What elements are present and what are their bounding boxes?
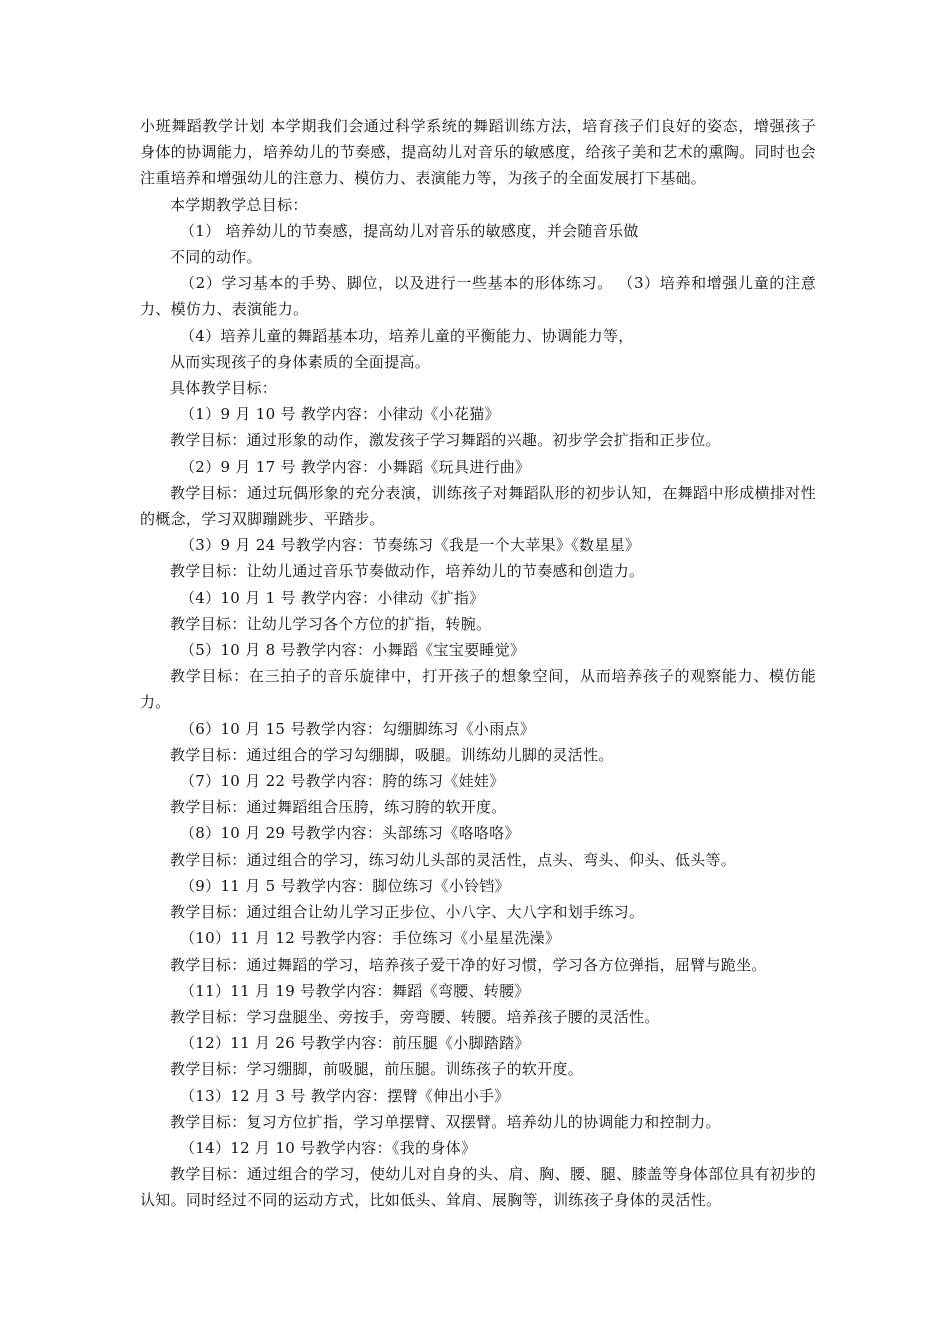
lesson-goal: 教学目标：让幼儿通过音乐节奏做动作，培养幼儿的节奏感和创造力。 (170, 562, 645, 581)
lesson-goal: 教学目标：通过舞蹈的学习，培养孩子爱干净的好习惯，学习各方位弹指，屈臂与跪坐。 (170, 955, 767, 974)
lesson-content: （14）12 月 10 号教学内容：《我的身体》 (180, 1138, 477, 1157)
lesson-content: （11）11 月 19 号教学内容：舞蹈《弯腰、转腰》 (180, 981, 530, 1000)
overall-goal-4-line-a: （4）培养儿童的舞蹈基本功，培养儿童的平衡能力、协调能力等， (180, 326, 634, 345)
lesson-content: （2）9 月 17 号 教学内容：小舞蹈《玩具进行曲》 (180, 457, 531, 476)
lesson-goal: 教学目标：学习盘腿坐、旁按手，旁弯腰、转腰。培养孩子腰的灵活性。 (170, 1007, 660, 1026)
lesson-content: （3）9 月 24 号教学内容：节奏练习《我是一个大苹果》《数星星》 (180, 536, 641, 555)
lesson-content: （8）10 月 29 号教学内容：头部练习《咯咯咯》 (180, 824, 520, 843)
lesson-goal: 教学目标：在三拍子的音乐旋律中，打开孩子的想象空间，从而培养孩子的观察能力、模仿能力。 (140, 667, 816, 712)
lesson-content: （7）10 月 22 号教学内容：胯的练习《娃娃》 (180, 772, 505, 791)
lesson-goal: 教学目标：通过玩偶形象的充分表演，训练孩子对舞蹈队形的初步认知，在舞蹈中形成横排对性的概念，学习双脚蹦跳步、平踏步。 (140, 483, 816, 529)
lesson-goal: 教学目标：通过组合的学习勾绷脚，吸腿。训练幼儿脚的灵活性。 (170, 745, 614, 764)
lesson-content: （5）10 月 8 号教学内容：小舞蹈《宝宝要睡觉》 (180, 641, 526, 660)
lesson-content: （9）11 月 5 号教学内容：脚位练习《小铃铛》 (180, 876, 510, 895)
lesson-content: （6）10 月 15 号教学内容：勾绷脚练习《小雨点》 (180, 719, 536, 738)
lesson-goal: 教学目标：复习方位扩指，学习单摆臂、双摆臂。培养幼儿的协调能力和控制力。 (170, 1112, 721, 1131)
overall-goal-4-line-b: 从而实现孩子的身体素质的全面提高。 (170, 352, 431, 371)
overall-goal-1-line-b: 不同的动作。 (170, 248, 262, 267)
lesson-goal: 教学目标：通过组合的学习，练习幼儿头部的灵活性，点头、弯头、仰头、低头等。 (170, 850, 737, 869)
overall-goals-heading: 本学期教学总目标： (170, 195, 308, 214)
lesson-content: （13）12 月 3 号 教学内容：摆臂《伸出小手》 (180, 1086, 510, 1105)
lesson-goal: 教学目标：让幼儿学习各个方位的扩指，转腕。 (170, 614, 492, 633)
lesson-goal: 教学目标：学习绷脚，前吸腿，前压腿。训练孩子的软开度。 (170, 1060, 584, 1079)
lesson-content: （12）11 月 26 号教学内容：前压腿《小脚踏踏》 (180, 1034, 530, 1053)
lesson-goal: 教学目标：通过组合让幼儿学习正步位、小八字、大八字和划手练习。 (170, 903, 645, 922)
lesson-content: （4）10 月 1 号 教学内容：小律动《扩指》 (180, 588, 485, 607)
intro-paragraph: 小班舞蹈教学计划 本学期我们会通过科学系统的舞蹈训练方法，培育孩子们良好的姿态，增强孩子身体的协调能力，培养幼儿的节奏感，提高幼儿对音乐的敏感度，给孩子美和艺术的熏陶。同时也会注重培养和增强幼儿的注意力、模仿力、表演能力等，为孩子的全面发展打下基础。 (140, 117, 816, 188)
overall-goal-1-line-a: （1） 培养幼儿的节奏感，提高幼儿对音乐的敏感度，并会随音乐做 (180, 221, 639, 240)
lesson-goal: 教学目标：通过形象的动作，激发孩子学习舞蹈的兴趣。初步学会扩指和正步位。 (170, 431, 721, 450)
document-page (140, 113, 816, 1214)
lesson-goal: 教学目标：通过组合的学习，使幼儿对自身的头、肩、胸、腰、腿、膝盖等身体部位具有初步的认知。同时经过不同的运动方式，比如低头、耸肩、展胸等，训练孩子身体的灵活性。 (140, 1165, 816, 1210)
specific-goals-heading: 具体教学目标： (170, 379, 278, 398)
lesson-content: （10）11 月 12 号教学内容：手位练习《小星星洗澡》 (180, 929, 561, 948)
lesson-goal: 教学目标：通过舞蹈组合压胯，练习胯的软开度。 (170, 798, 507, 817)
lesson-content: （1）9 月 10 号 教学内容：小律动《小花猫》 (180, 405, 500, 424)
overall-goal-2-3: （2）学习基本的手势、脚位，以及进行一些基本的形体练习。 （3）培养和增强儿童的注意力、模仿力、表演能力。 (140, 274, 816, 319)
